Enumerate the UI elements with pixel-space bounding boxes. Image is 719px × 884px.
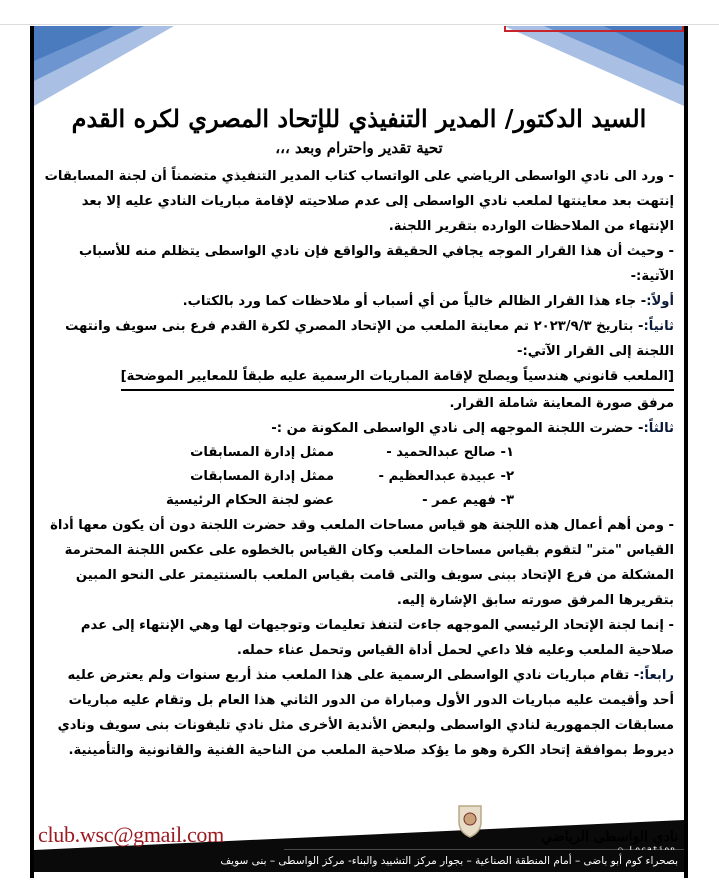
point-third: [44, 416, 674, 441]
member-role: ممثل إدارة المسابقات: [190, 445, 334, 460]
point-third-label: ثالثاً:: [643, 421, 674, 436]
greeting: تحية تقدير واحترام وبعد ،،،: [275, 139, 443, 157]
member-role: عضو لجنة الحكام الرئيسية: [166, 493, 334, 508]
point-fourth-text: - تقام مباريات نادي الواسطى الرسمية على هذا الملعب منذ أربع سنوات ولم يعترض عليه أحد وأقيمت عليه مباريات الدور الأول ومباراة من الدور الثاني هذا العام بل وتقام عليه مباريات مسابقات الجمهورية لنادي الواسطى ولبعض الأندية الأخرى مثل نادي تليفونات بنى سويف ونادي ديروط بموافقة إتحاد الكرة وهو ما يؤكد صلاحية الملعب من الناحية الفنية والقانونية والتأمينية.: [57, 668, 674, 758]
committee-member: [44, 465, 674, 489]
attachment-note: مرفق صورة المعاينة شاملة القرار.: [449, 396, 674, 411]
letter-footer: [34, 804, 684, 878]
letter-page: [30, 26, 688, 878]
paragraph-3: - ومن أهم أعمال هذه اللجنة هو قياس مساحات الملعب وقد حضرت اللجنة دون أن يكون معها أداة القياس "متر" لتقوم بقياس مساحات الملعب وكان القياس بالخطوه على عكس اللجنة المحترمة المشكلة من فرع الإتحاد ببنى سويف والتى قامت بقياس الملعب بالسنتيمتر على النحو المبين بتقريرها المرفق صورته سابق الإشارة إليه.: [50, 518, 674, 608]
paragraph-1: - ورد الى نادي الواسطى الرياضي على الواتساب كتاب المدير التنفيذي متضمناً أن لجنة المسابقات إنتهت بعد معاينتها لملعب نادي الواسطى إلى عدم صلاحيته لإقامة مباريات النادي عليه إلا بعد الإنتهاء من الملاحظات الوارده بتقرير اللجنة.: [44, 169, 674, 234]
viewer-top-line: [0, 24, 719, 25]
point-second-text: - بتاريخ ٢٠٢٣/٩/٣ تم معاينة الملعب من الإتحاد المصري لكرة القدم فرع بنى سويف وانتهت اللجنة إلى القرار الآتي:-: [65, 319, 674, 359]
member-name: ٢- عبيدة عبدالعظيم -: [378, 469, 514, 484]
point-fourth-label: رابعاً:: [639, 668, 674, 683]
point-first-text: - جاء هذا القرار الظالم خالياً من أي أسباب أو ملاحظات كما ورد بالكتاب.: [182, 294, 647, 309]
letter-title: السيد الدكتور/ المدير التنفيذي للإتحاد المصري لكره القدم: [71, 104, 647, 133]
member-role: ممثل إدارة المسابقات: [190, 469, 334, 484]
footer-address-bar: [34, 850, 684, 872]
point-first: [44, 289, 674, 314]
club-email[interactable]: club.wsc@gmail.com: [38, 822, 224, 847]
committee-members: [44, 441, 674, 513]
point-second: [44, 314, 674, 364]
header-corner-left-decoration: [34, 26, 174, 106]
committee-member: [44, 441, 674, 465]
point-fourth: [44, 663, 674, 763]
club-name: نادي الواسطى الرياضي: [541, 829, 678, 845]
member-name: ١- صالح عبدالحميد -: [386, 445, 514, 460]
header-red-frame: [504, 26, 684, 32]
header-corner-right-decoration: [484, 26, 684, 106]
club-crest-icon: [457, 804, 483, 838]
committee-member: [44, 489, 674, 513]
letter-body: [44, 102, 674, 763]
club-address: بصحراء كوم أبو باضى – أمام المنطقة الصناعية – بجوار مركز التشييد والبناء- مركز الواسطى – بنى سويف: [220, 855, 678, 867]
committee-decision: [الملعب قانوني هندسياً ويصلح لإقامة المباريات الرسمية عليه طبقاً للمعايير الموضحة]: [121, 364, 674, 391]
member-name: ٣- فهيم عمر -: [422, 493, 514, 508]
point-first-label: أولاً:: [646, 294, 674, 309]
point-second-label: ثانياً:: [643, 319, 674, 334]
paragraph-2: - وحيث أن هذا القرار الموجه يجافي الحقيقة والواقع فإن نادي الواسطى يتظلم منه للأسباب الآتية:-: [78, 244, 674, 284]
point-third-text: - حضرت اللجنة الموجهه إلى نادي الواسطى المكونة من :-: [271, 421, 644, 436]
paragraph-4: - إنما لجنة الإتحاد الرئيسي الموجهه جاءت لتنفذ تعليمات وتوجيهات لها وهي الإنتهاء إلى عدم صلاحية الملعب وعليه فلا داعي لحمل أداة القياس وتحمل عناء حمله.: [80, 618, 674, 658]
